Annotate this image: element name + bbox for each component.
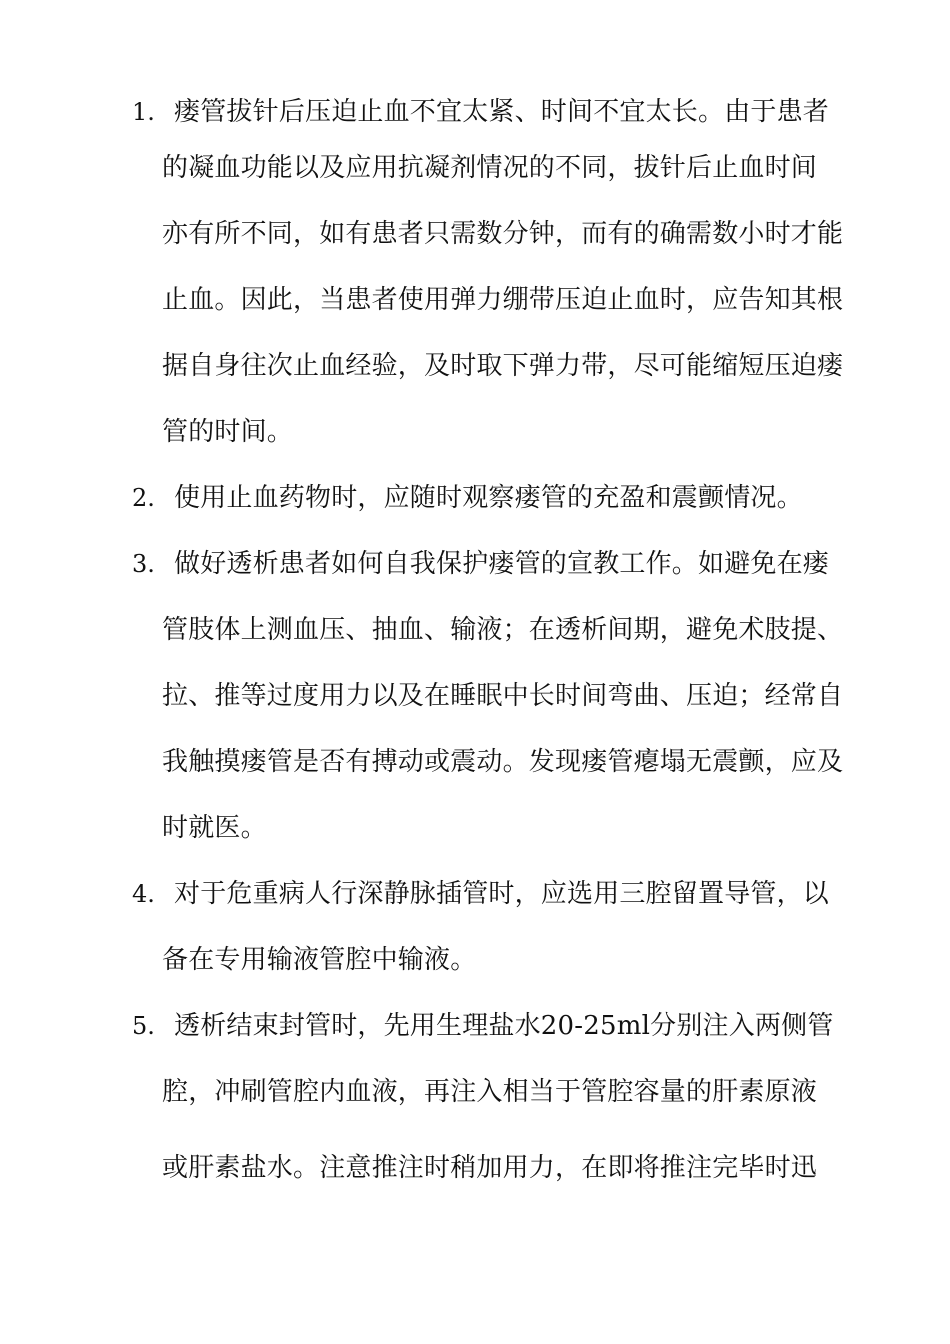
item-text-line: 管肢体上测血压、抽血、输液；在透析间期，避免术肢提、 [162,615,844,645]
item-text-line: 腔，冲刷管腔内血液，再注入相当于管腔容量的肝素原液 [162,1077,818,1107]
item-text-line: 或肝素盐水。注意推注时稍加用力，在即将推注完毕时迅 [162,1153,818,1183]
item-text-line: 对于危重病人行深静脉插管时，应选用三腔留置导管，以 [174,879,830,909]
item-number: 2. [132,484,155,512]
item-text-line: 管的时间。 [162,417,294,447]
item-text-line: 据自身往次止血经验，及时取下弹力带，尽可能缩短压迫瘘 [162,351,844,381]
item-text-line: 做好透析患者如何自我保护瘘管的宣教工作。如避免在瘘 [174,549,830,579]
item-number: 4. [132,880,155,908]
item-text-line: 的凝血功能以及应用抗凝剂情况的不同，拔针后止血时间 [162,153,818,183]
item-text-line: 亦有所不同，如有患者只需数分钟，而有的确需数小时才能 [162,219,844,249]
item-number: 3. [132,550,155,578]
item-text-line: 拉、推等过度用力以及在睡眠中长时间弯曲、压迫；经常自 [162,681,844,711]
item-number: 1. [132,98,155,126]
item-number: 5. [132,1012,155,1040]
item-text-line: 我触摸瘘管是否有搏动或震动。发现瘘管瘪塌无震颤，应及 [162,747,844,777]
item-text-line: 使用止血药物时，应随时观察瘘管的充盈和震颤情况。 [174,483,803,513]
item-text-line: 透析结束封管时，先用生理盐水20-25ml分别注入两侧管 [174,1011,834,1041]
item-text-line: 时就医。 [162,813,267,843]
item-text-line: 止血。因此，当患者使用弹力绷带压迫止血时，应告知其根 [162,285,844,315]
item-text-line: 瘘管拔针后压迫止血不宜太紧、时间不宜太长。由于患者 [174,97,830,127]
item-text-line: 备在专用输液管腔中输液。 [162,945,477,975]
